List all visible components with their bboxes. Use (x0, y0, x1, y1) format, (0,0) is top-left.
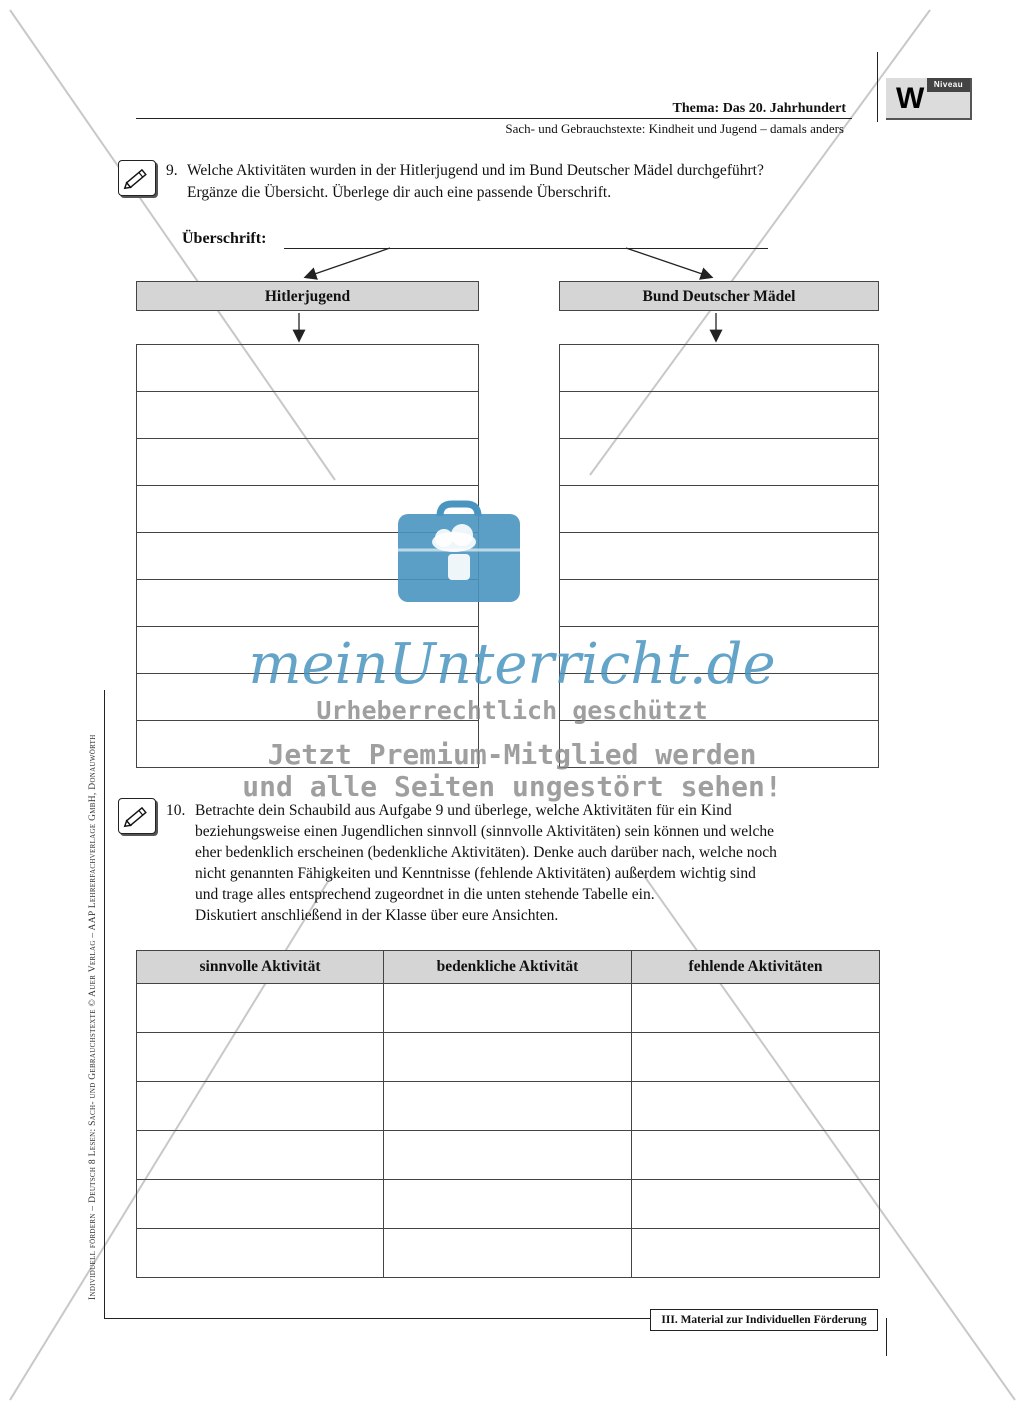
watermark-line2: Jetzt Premium-Mitglied werden (267, 738, 757, 771)
bdm-row[interactable] (560, 345, 878, 392)
footer-vertical-rule (886, 1318, 887, 1356)
task10-number: 10. (166, 802, 186, 819)
task10-line: Betrachte dein Schaubild aus Aufgabe 9 und überlege, welche Aktivitäten für ein Kind (195, 802, 732, 819)
niveau-letter: W (896, 82, 925, 115)
col-fehlend: fehlende Aktivitäten (632, 951, 880, 984)
watermark-line3: und alle Seiten ungestört sehen! (242, 770, 782, 803)
hitlerjugend-row[interactable] (137, 392, 478, 439)
table-row (137, 1082, 880, 1131)
table-cell[interactable] (384, 1131, 632, 1180)
watermark-line1: Urheberrechtlich geschützt (316, 696, 708, 725)
task10-line: nicht genannten Fähigkeiten und Kenntnisse (fehlende Aktivitäten) außerdem wichtig sind (195, 865, 756, 882)
task9-number: 9. (166, 162, 178, 179)
table-cell[interactable] (632, 1229, 880, 1278)
pencil-icon (118, 798, 156, 834)
task9-line1: Welche Aktivitäten wurden in der Hitlerjugend und im Bund Deutscher Mädel durchgeführt? (187, 162, 764, 179)
niveau-tag: Niveau (927, 78, 970, 92)
task9-line2: Ergänze die Übersicht. Überlege dir auch eine passende Überschrift. (187, 184, 612, 201)
bdm-row[interactable] (560, 486, 878, 533)
table-cell[interactable] (137, 1229, 384, 1278)
table-cell[interactable] (632, 1033, 880, 1082)
hitlerjugend-row[interactable] (137, 345, 478, 392)
table-cell[interactable] (632, 1180, 880, 1229)
table-cell[interactable] (137, 984, 384, 1033)
ueberschrift-label: Überschrift: (182, 230, 267, 247)
task10-line: eher bedenklich erscheinen (bedenkliche Aktivitäten). Denke auch darüber nach, welche noch (195, 844, 777, 861)
footer-section-label: III. Material zur Individuellen Förderung (650, 1309, 878, 1331)
table-cell[interactable] (384, 984, 632, 1033)
col-sinnvoll: sinnvolle Aktivität (137, 951, 384, 984)
col-bedenklich: bedenkliche Aktivität (384, 951, 632, 984)
table-row (137, 1229, 880, 1278)
bdm-row[interactable] (560, 439, 878, 486)
task10-line: beziehungsweise einen Jugendlichen sinnvoll (sinnvolle Aktivitäten) sein können und welche (195, 823, 774, 840)
bdm-row[interactable] (560, 580, 878, 627)
activities-table (136, 950, 880, 1278)
table-cell[interactable] (137, 1180, 384, 1229)
hitlerjugend-header: Hitlerjugend (136, 281, 479, 311)
table-cell[interactable] (384, 1082, 632, 1131)
table-cell[interactable] (384, 1180, 632, 1229)
hitlerjugend-row[interactable] (137, 439, 478, 486)
bdm-row[interactable] (560, 392, 878, 439)
watermark-brand: meinUnterricht.de (248, 632, 776, 697)
table-row (137, 1033, 880, 1082)
briefcase-icon (392, 498, 526, 606)
table-row (137, 984, 880, 1033)
table-cell[interactable] (384, 1229, 632, 1278)
task10-line: Diskutiert anschließend in der Klasse über eure Ansichten. (195, 907, 559, 924)
table-row (137, 1180, 880, 1229)
table-cell[interactable] (632, 984, 880, 1033)
table-row (137, 1131, 880, 1180)
footer-rule (104, 1318, 650, 1319)
page-title: Thema: Das 20. Jahrhundert (672, 101, 846, 116)
bdm-row[interactable] (560, 533, 878, 580)
table-cell[interactable] (137, 1131, 384, 1180)
side-credit: Individuell fördern – Deutsch 8 Lesen: Sach- und Gebrauchstexte © Auer Verlag – AAP Lehrerfachverlage GmbH, Donauwörth (88, 734, 98, 1300)
table-cell[interactable] (632, 1131, 880, 1180)
table-cell[interactable] (137, 1082, 384, 1131)
table-cell[interactable] (137, 1033, 384, 1082)
table-cell[interactable] (632, 1082, 880, 1131)
bdm-header: Bund Deutscher Mädel (559, 281, 879, 311)
page-subtitle: Sach- und Gebrauchstexte: Kindheit und Jugend – damals anders (505, 121, 844, 136)
task10-line: und trage alles entsprechend zugeordnet in die unten stehende Tabelle ein. (195, 886, 655, 903)
table-cell[interactable] (384, 1033, 632, 1082)
